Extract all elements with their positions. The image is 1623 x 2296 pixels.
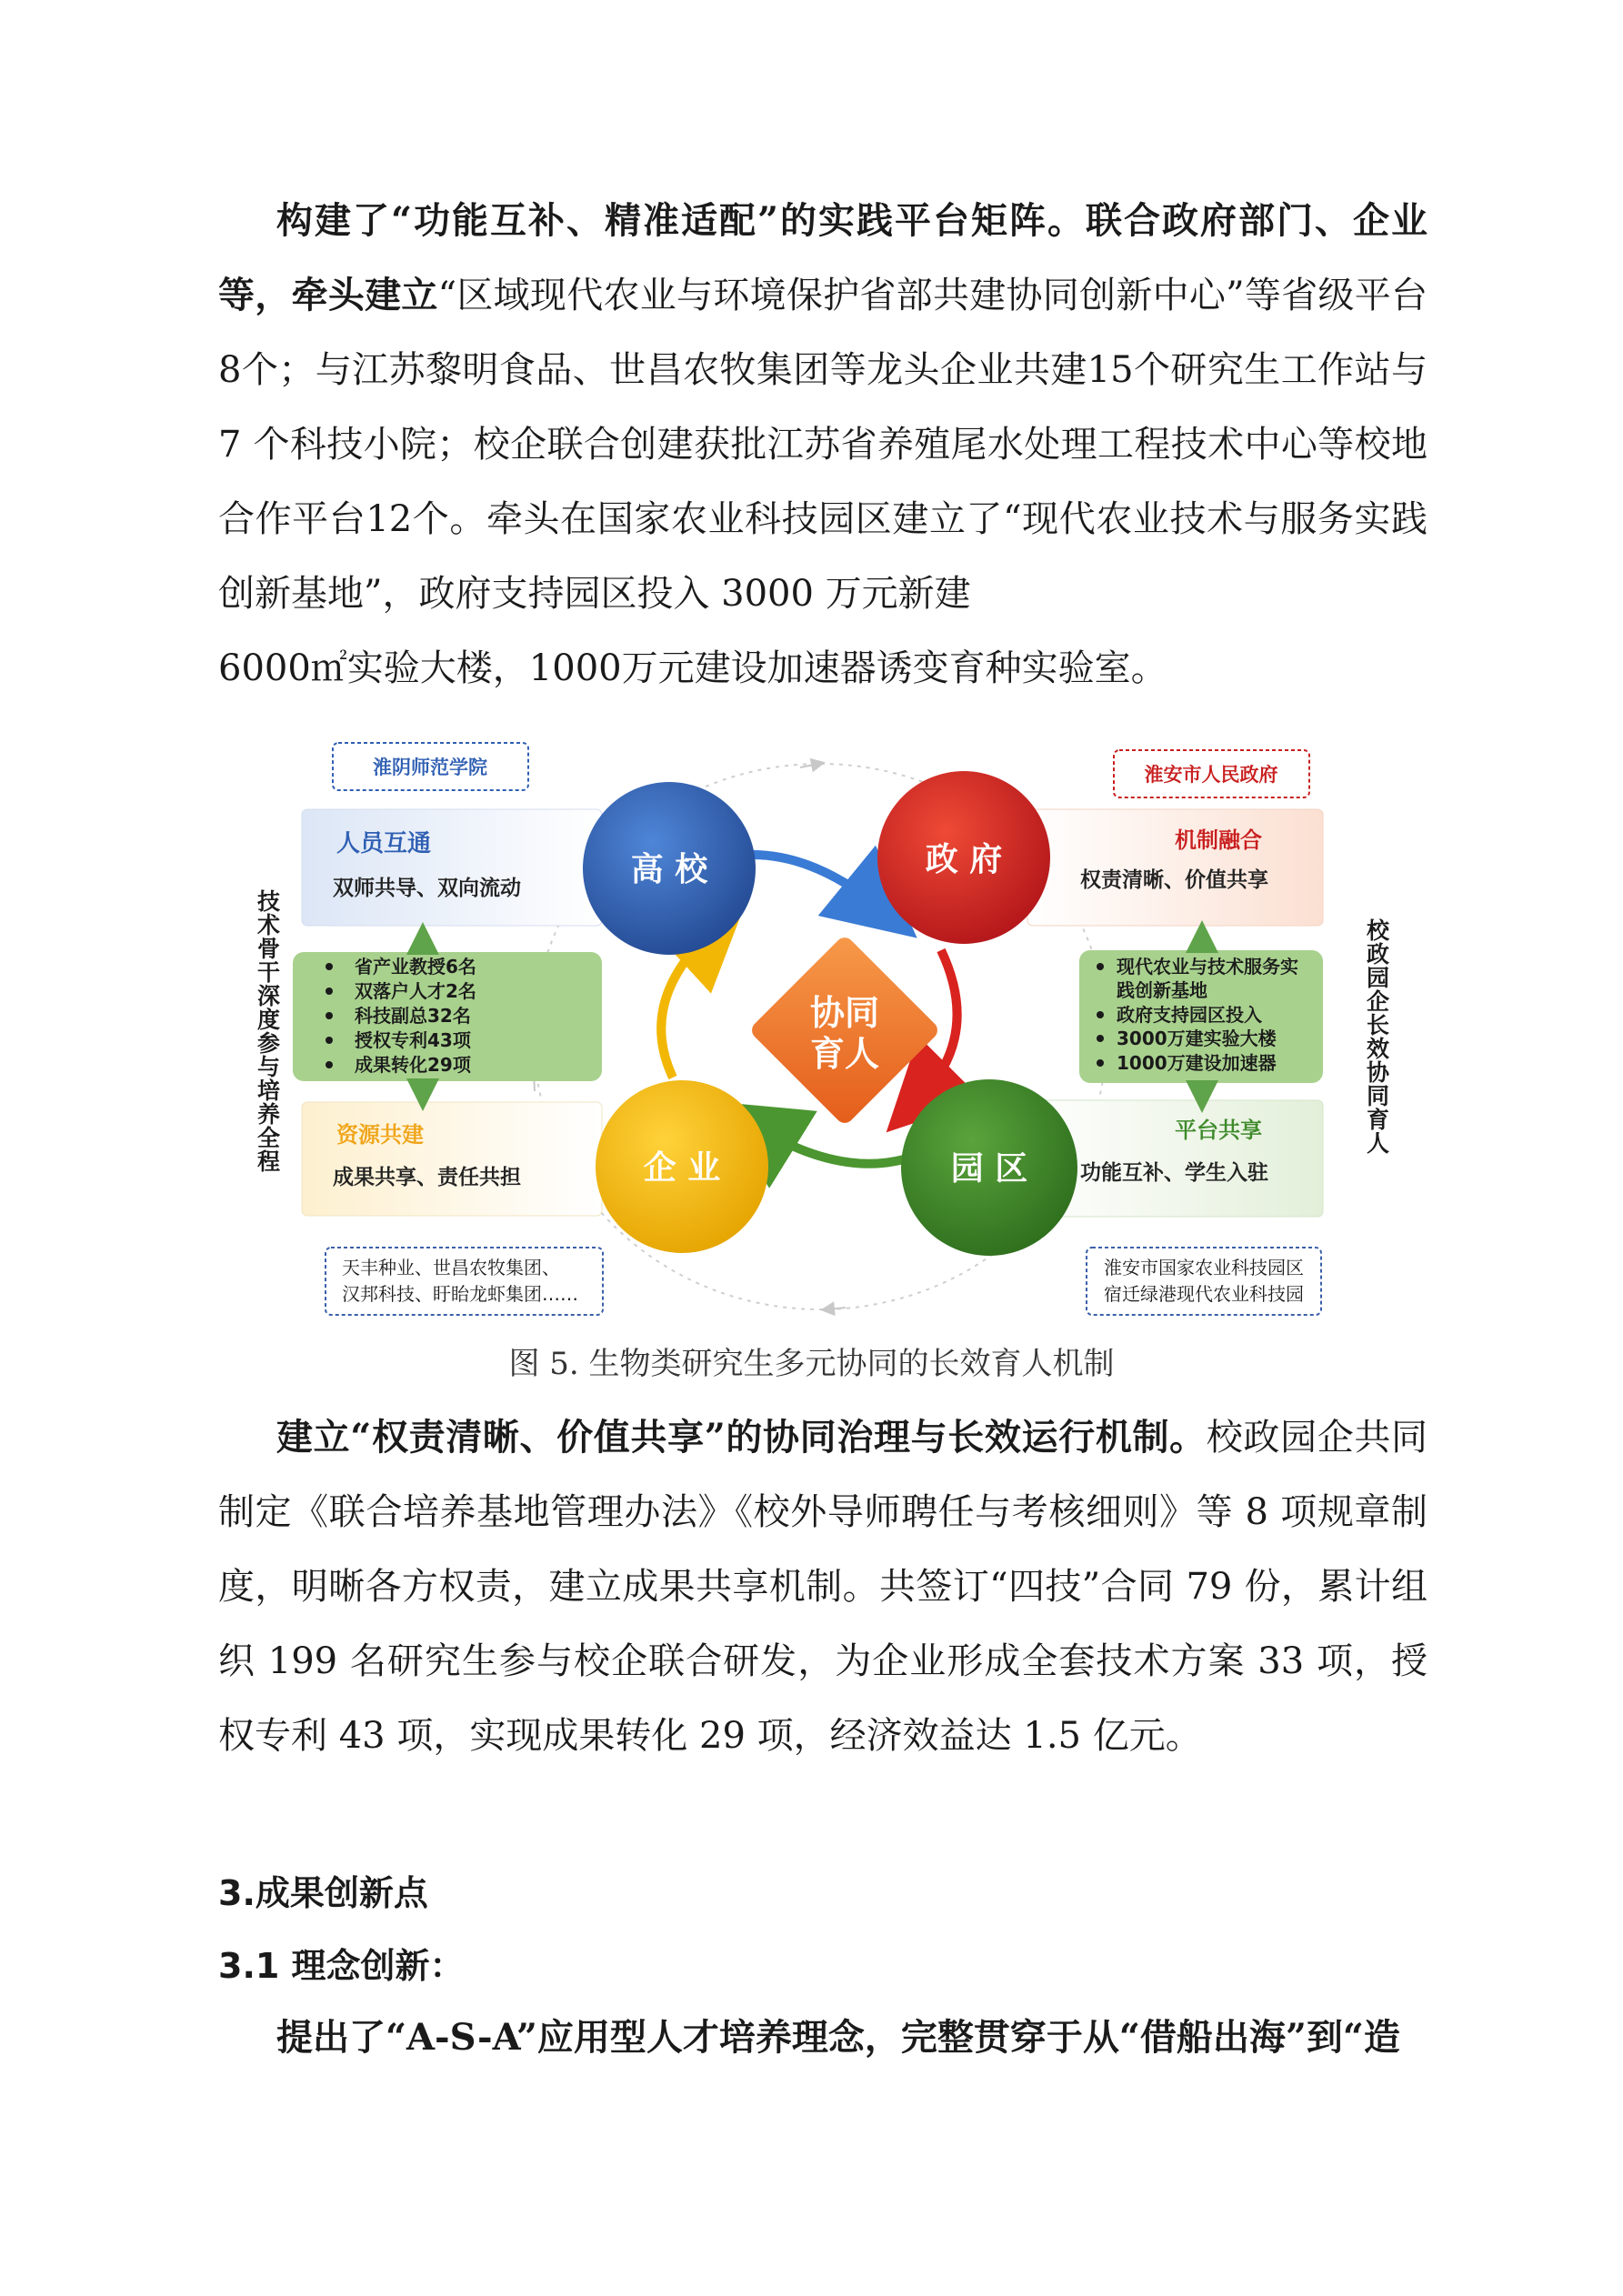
tag-park-list-line2: 宿迁绿港现代农业科技园: [1104, 1283, 1304, 1305]
left-list-item: 省产业教授6名: [355, 956, 476, 978]
right-side-label: 校政园企长效协同育人: [1363, 918, 1390, 1155]
area-value: 6000㎡: [218, 647, 347, 689]
right-list-item: 践创新基地: [1117, 979, 1207, 1001]
circle-government-label: 政 府: [925, 841, 1003, 878]
left-list-item: 授权专利43项: [355, 1029, 471, 1051]
center-label-line1: 协同: [809, 993, 880, 1033]
right-list-item: 政府支持园区投入: [1117, 1004, 1262, 1026]
circle-university-label: 高 校: [630, 851, 708, 888]
tag-enterprise-list-line2: 汉邦科技、盱眙龙虾集团……: [342, 1283, 578, 1305]
figure-caption: 图 5. 生物类研究生多元协同的长效育人机制: [508, 1346, 1115, 1382]
circle-park-label: 园 区: [950, 1150, 1028, 1188]
card-resource-title: 资源共建: [336, 1122, 424, 1148]
paragraph-governance: [218, 1400, 1428, 1773]
left-list-item: 成果转化29项: [355, 1054, 471, 1076]
card-resource-body: 成果共享、责任共担: [333, 1166, 521, 1189]
ring-arrow-top: [800, 764, 818, 767]
card-platform-body: 功能互补、学生入驻: [1080, 1161, 1268, 1185]
center-label-line2: 育人: [809, 1034, 880, 1074]
tag-huaian-government-text: 淮安市人民政府: [1144, 764, 1278, 786]
left-list-item: 科技副总32名: [355, 1005, 471, 1027]
right-list-item: 1000万建设加速器: [1117, 1052, 1277, 1074]
paragraph-platform-matrix: [218, 184, 1428, 706]
paragraph-body: 校政园企共同制定《联合培养基地管理办法》《校外导师聘任与考核细则》等 8 项规章制度，明晰各方权责，建立成果共享机制。共签订“四技”合同 79 份，累计组织 199 名研究生参与校企联合研发，为企业形成全套技术方案 33 项，授权专利 43 项，实现成果转化 29 项，经济效益达 1.5 亿元。: [218, 1417, 1428, 1757]
card-resource: [302, 1102, 602, 1216]
right-list-item: 现代农业与技术服务实: [1117, 956, 1298, 978]
paragraph-concept: 提出了“A-S-A”应用型人才培养理念，完整贯穿于从“借船出海”到“造: [276, 2016, 1400, 2059]
paragraph-lead: 构建了“功能互补、精准适配”的实践平台矩阵。联合政府部门、企业等，牵头建立: [218, 199, 1428, 316]
paragraph-lead: 建立“权责清晰、价值共享”的协同治理与长效运行机制。: [276, 1416, 1207, 1459]
card-personnel-body: 双师共导、双向流动: [333, 877, 521, 900]
tag-enterprise-list-line1: 天丰种业、世昌农牧集团、: [342, 1257, 560, 1278]
tag-park-list-line1: 淮安市国家农业科技园区: [1104, 1257, 1304, 1278]
left-side-label: 技术骨干深度参与培养全程: [254, 889, 281, 1173]
right-list-item: 3000万建实验大楼: [1117, 1028, 1277, 1049]
card-platform-title: 平台共享: [1175, 1118, 1262, 1143]
circle-enterprise-label: 企 业: [643, 1149, 721, 1187]
paragraph-tail: 实验大楼，1000万元建设加速器诱变育种实验室。: [346, 647, 1167, 689]
ring-arrow-bottom: [827, 1308, 846, 1309]
paragraph-body: “区域现代农业与环境保护省部共建协同创新中心”等省级平台8个；与江苏黎明食品、世昌农牧集团等龙头企业共建15个研究生工作站与 7 个科技小院；校企联合创建获批江苏省养殖尾水处理工程技术中心等校地合作平台12个。牵头在国家农业科技园区建立了“现代农业技术与服务实践创新基地”，政府支持园区投入 3000 万元新建: [218, 275, 1428, 615]
arrow-park-to-enterprise: [755, 1126, 918, 1164]
mechanism-diagram: [227, 727, 1396, 1318]
section-heading-innovation: 3.成果创新点: [218, 1873, 428, 1913]
tag-huaiyin-normal-university-text: 淮阴师范学院: [373, 757, 487, 778]
card-mechanism-body: 权责清晰、价值共享: [1080, 868, 1268, 892]
card-personnel: [302, 809, 602, 926]
card-personnel-title: 人员互通: [336, 830, 432, 857]
left-list-item: 双落户人才2名: [355, 980, 476, 1002]
card-mechanism-title: 机制融合: [1175, 827, 1262, 853]
subsection-heading-concept: 3.1 理念创新：: [218, 1946, 465, 1986]
